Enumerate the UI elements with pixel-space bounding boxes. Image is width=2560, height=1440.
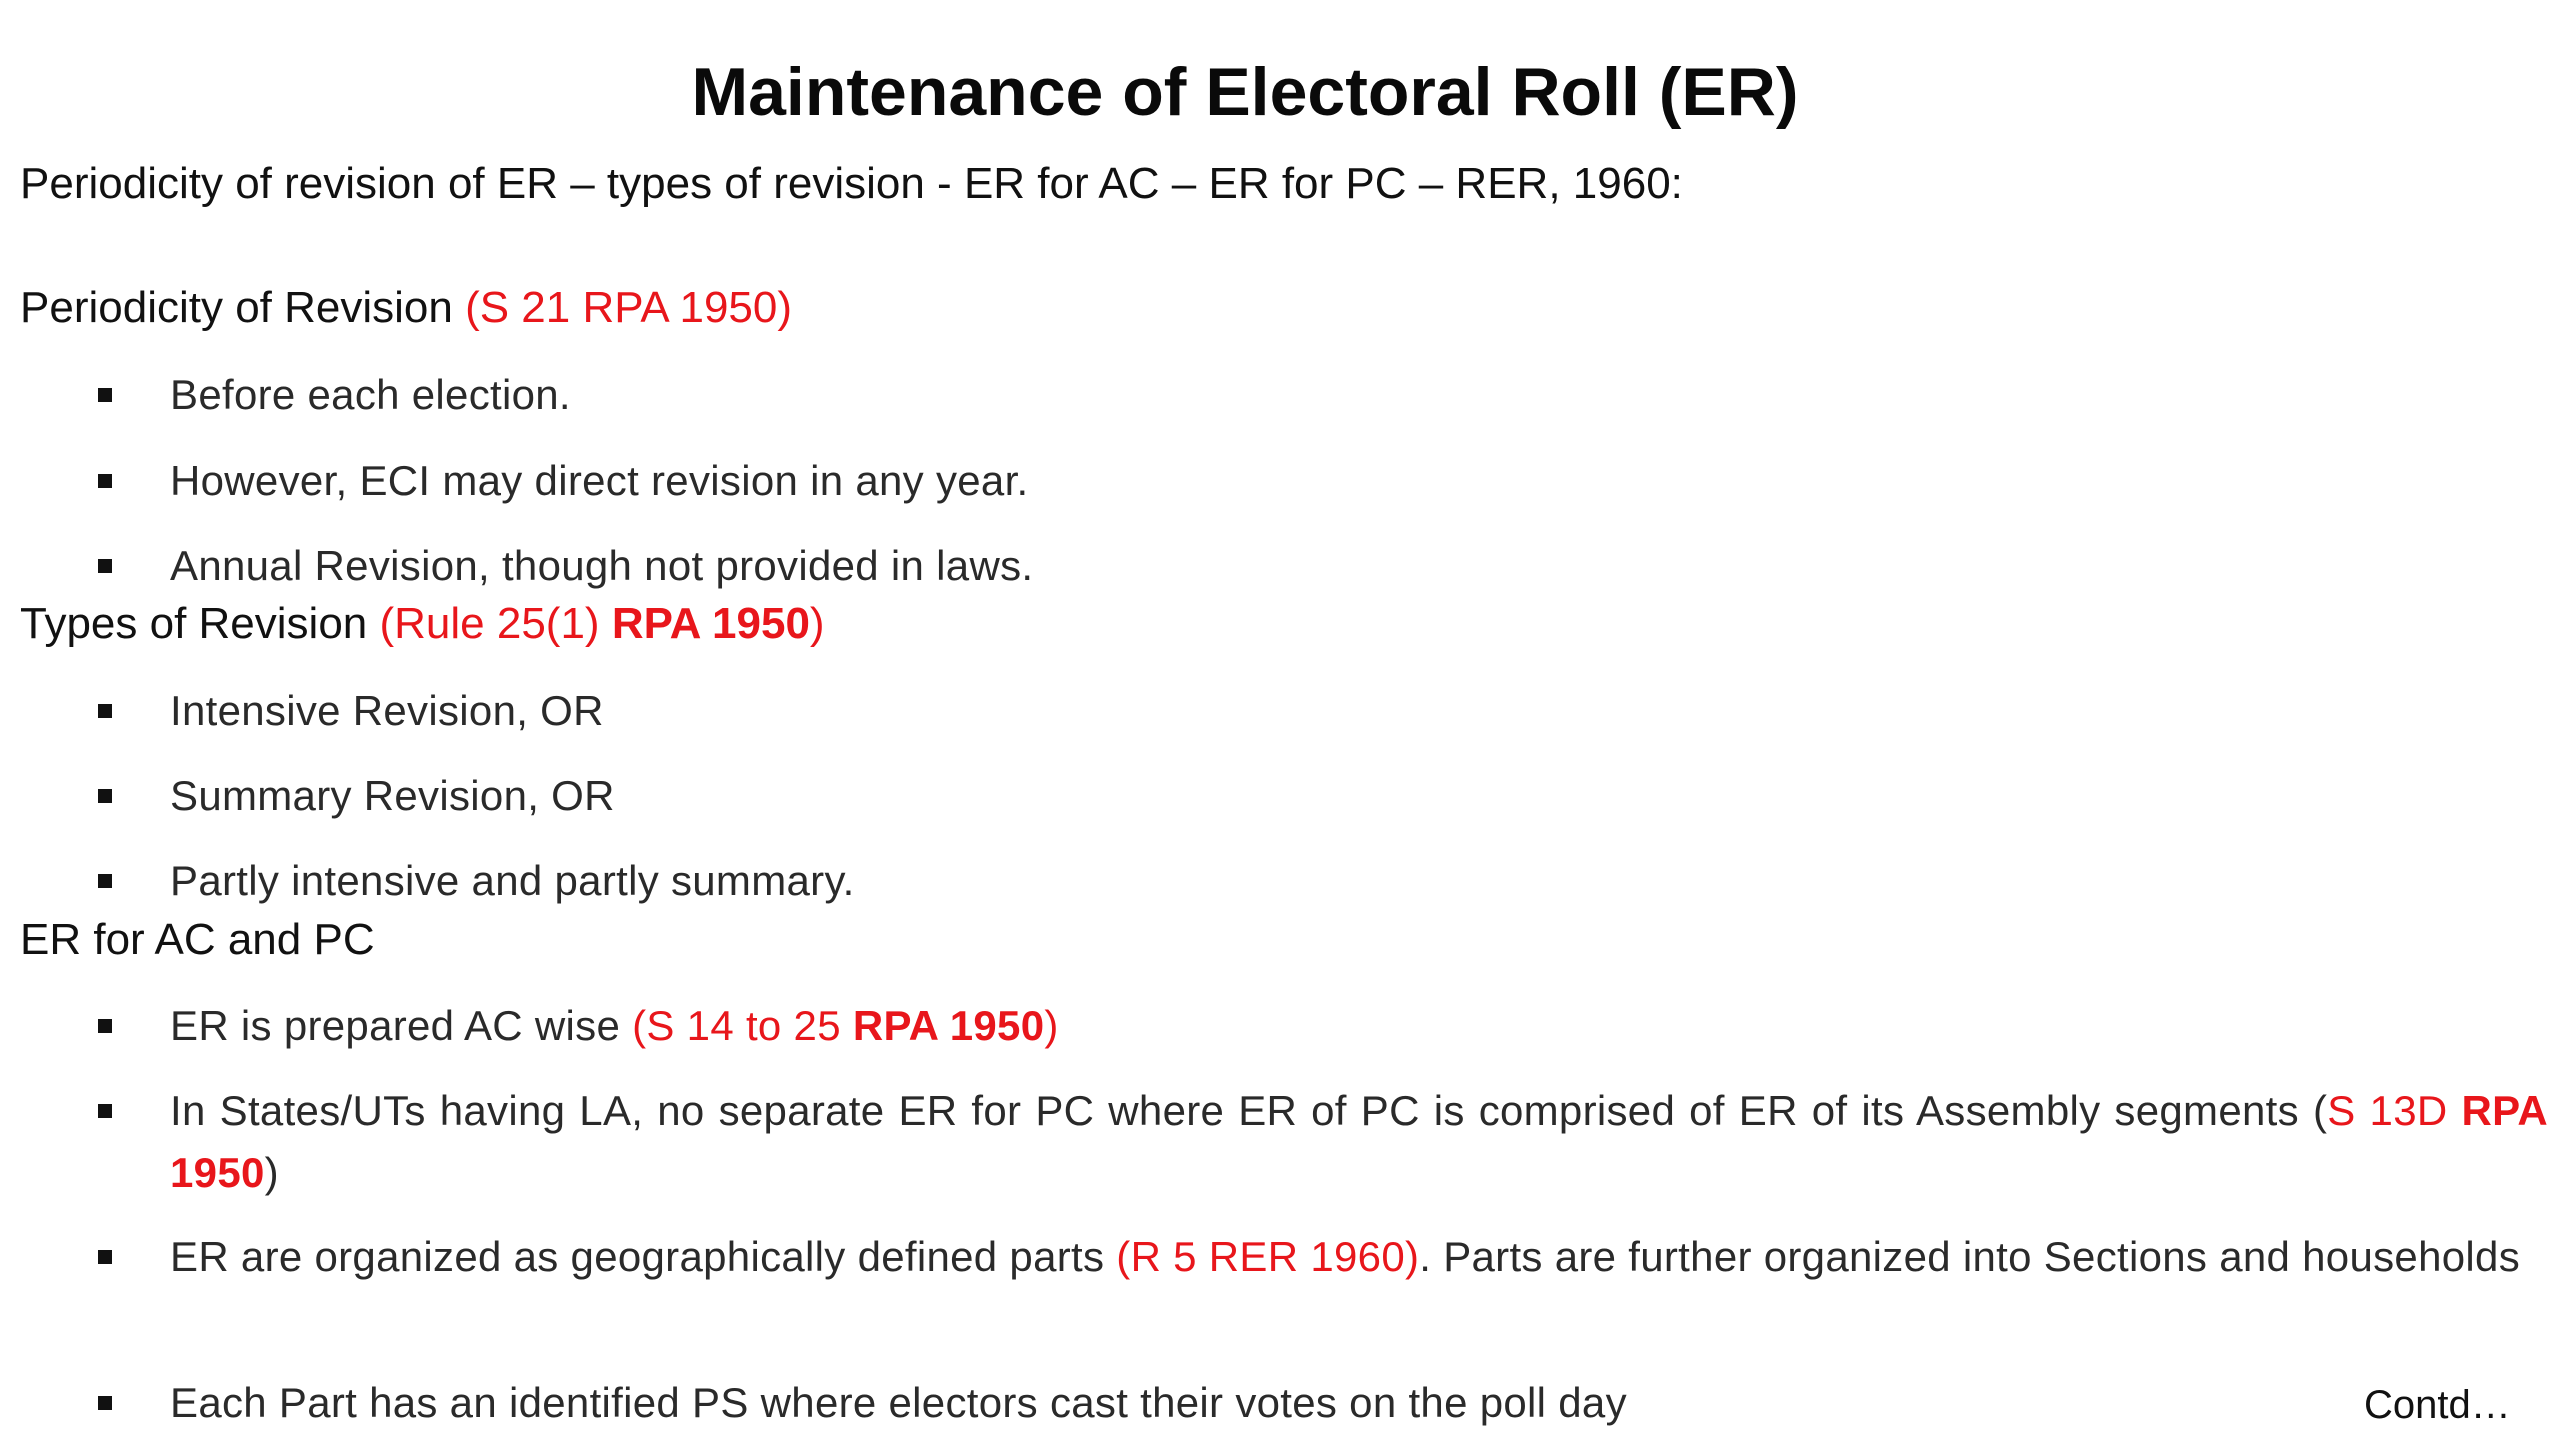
section-heading-er-ac-pc <box>20 912 375 968</box>
list-item-text <box>170 1080 2548 1204</box>
list-item-text <box>170 995 2548 1057</box>
section-heading-text: Types of Revision <box>20 599 380 648</box>
list-item-text: Annual Revision, though not provided in laws. <box>170 542 1034 589</box>
legal-reference-act: RPA 1950 <box>170 1087 2548 1196</box>
legal-reference-act: RPA 1950 <box>852 1002 1045 1049</box>
legal-reference-act: RPA 1950 <box>611 599 810 648</box>
continued-label: Contd… <box>2364 1383 2511 1427</box>
slide-title: Maintenance of Electoral Roll (ER) <box>691 54 1799 130</box>
legal-reference-close: ) <box>1044 1002 1059 1049</box>
list-item <box>98 850 2548 912</box>
square-bullet-icon <box>98 1250 112 1264</box>
list-item-text: Before each election. <box>170 371 571 418</box>
list-item-text: Summary Revision, OR <box>170 772 615 819</box>
square-bullet-icon <box>98 1396 112 1410</box>
square-bullet-icon <box>98 474 112 488</box>
section-heading-text: ER for AC and PC <box>20 915 375 964</box>
list-item-body: ER is prepared AC wise <box>170 1002 633 1049</box>
list-item-body: ER are organized as geographically defined parts <box>170 1233 1117 1280</box>
square-bullet-icon <box>98 704 112 718</box>
list-item <box>98 535 2548 597</box>
list-item-text: Intensive Revision, OR <box>170 687 604 734</box>
square-bullet-icon <box>98 874 112 888</box>
square-bullet-icon <box>98 1019 112 1033</box>
list-item-body-end: ) <box>264 1149 279 1196</box>
list-item <box>98 1226 2548 1288</box>
list-item <box>98 995 2548 1057</box>
list-item-text: Partly intensive and partly summary. <box>170 857 855 904</box>
slide-subtitle: Periodicity of revision of ER – types of revision - ER for AC – ER for PC – RER, 1960: <box>20 159 1683 208</box>
list-item <box>98 450 2548 512</box>
list-item-body: In States/UTs having LA, no separate ER for PC where ER of PC is comprised of ER of its Assembly segments ( <box>170 1087 2328 1134</box>
list-item <box>98 680 2548 742</box>
square-bullet-icon <box>98 388 112 402</box>
legal-reference: (S 21 RPA 1950) <box>465 283 793 332</box>
section-heading-periodicity <box>20 280 792 336</box>
list-item <box>98 364 2548 426</box>
legal-reference-close: ) <box>809 599 825 648</box>
legal-reference: S 13D <box>2327 1087 2462 1134</box>
list-item <box>98 1080 2548 1204</box>
legal-reference: (Rule 25(1) <box>379 599 612 648</box>
square-bullet-icon <box>98 1104 112 1118</box>
section-heading-types <box>20 596 825 652</box>
section-heading-text: Periodicity of Revision <box>20 283 466 332</box>
legal-reference: (R 5 RER 1960) <box>1116 1233 1420 1280</box>
list-item <box>98 765 2548 827</box>
list-item-text: However, ECI may direct revision in any year. <box>170 457 1029 504</box>
list-item-body-end: . Parts are further organized into Sections and households <box>1419 1233 2520 1280</box>
list-item <box>98 1372 2338 1434</box>
legal-reference: (S 14 to 25 <box>632 1002 853 1049</box>
square-bullet-icon <box>98 789 112 803</box>
square-bullet-icon <box>98 559 112 573</box>
list-item-text: Each Part has an identified PS where electors cast their votes on the poll day <box>170 1379 1627 1426</box>
list-item-text <box>170 1226 2548 1288</box>
